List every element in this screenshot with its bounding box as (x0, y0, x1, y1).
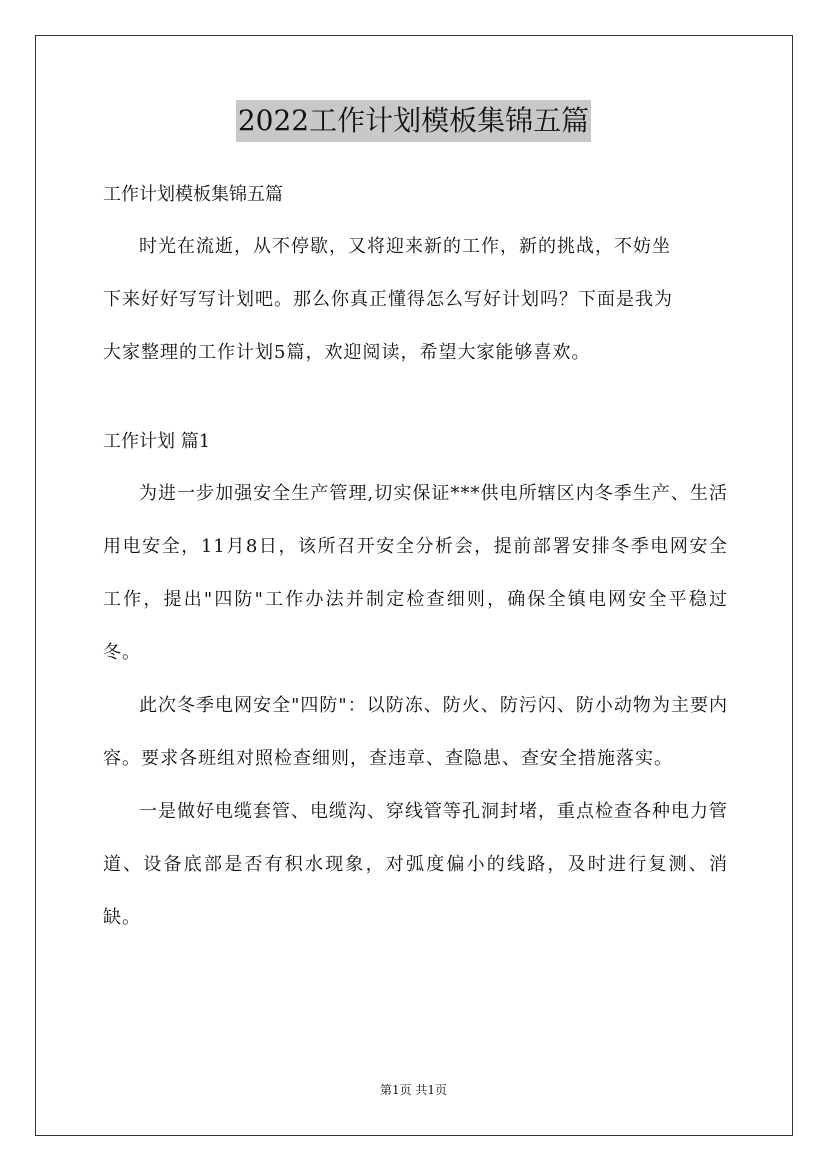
intro-line-3: 大家整理的工作计划5篇，欢迎阅读，希望大家能够喜欢。 (103, 342, 591, 363)
intro-paragraph (103, 220, 728, 379)
document-body (103, 170, 728, 944)
title-container (0, 100, 827, 142)
section-paragraph-3: 一是做好电缆套管、电缆沟、穿线管等孔洞封堵，重点检查各种电力管道、设备底部是否有积水现象，对弧度偏小的线路，及时进行复测、消缺。 (103, 801, 728, 928)
section-paragraph-1: 为进一步加强安全生产管理,切实保证***供电所辖区内冬季生产、生活用电安全，11月8日，该所召开安全分析会，提前部署安排冬季电网安全工作，提出"四防"工作办法并制定检查细则，确保全镇电网安全平稳过冬。 (103, 483, 728, 663)
page-footer (0, 1082, 827, 1098)
section-paragraph-2: 此次冬季电网安全"四防"：以防冻、防火、防污闪、防小动物为主要内容。要求各班组对照检查细则，查违章、查隐患、查安全措施落实。 (103, 695, 728, 769)
intro-line-1: 时光在流逝，从不停歇，又将迎来新的工作，新的挑战，不妨坐 (139, 236, 671, 257)
section-heading: 工作计划 篇1 (103, 431, 211, 452)
document-subtitle: 工作计划模板集锦五篇 (103, 184, 283, 205)
document-title: 2022工作计划模板集锦五篇 (236, 100, 591, 142)
intro-line-2: 下来好好写写计划吧。那么你真正懂得怎么写好计划吗？下面是我为 (103, 289, 673, 310)
section-spacer (103, 379, 728, 417)
page-number: 第1页 共1页 (379, 1083, 448, 1097)
